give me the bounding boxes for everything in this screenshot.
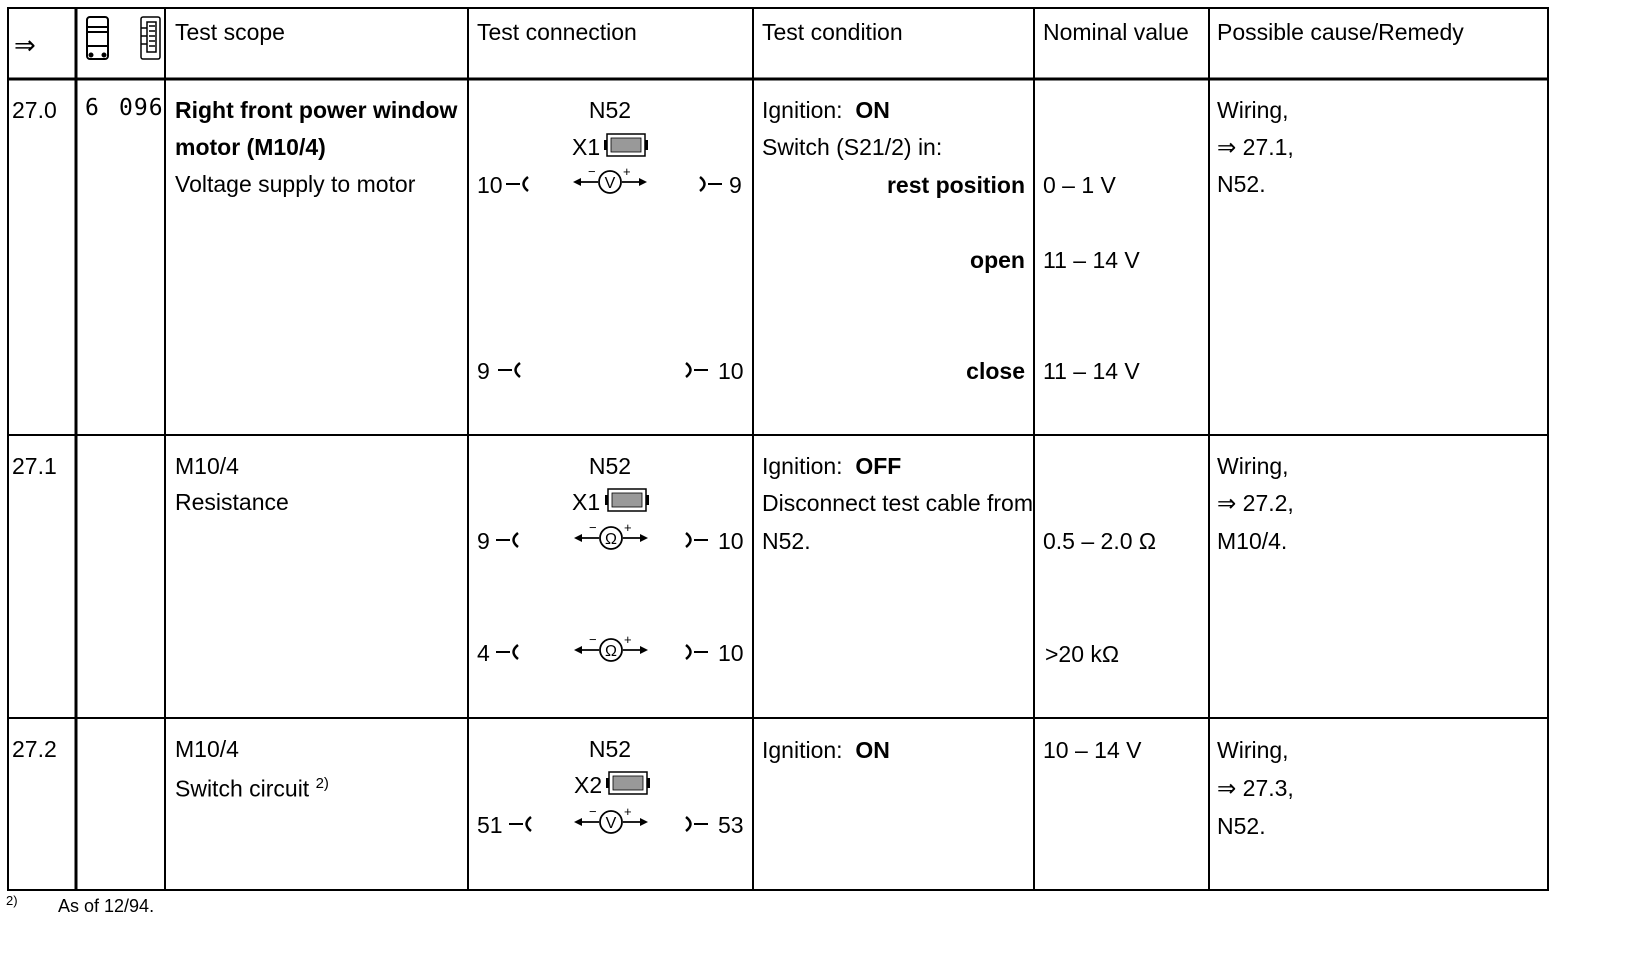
- probe-left-icon: [496, 645, 518, 659]
- plug-label: X1: [572, 489, 601, 515]
- meter-symbol: Ω: [605, 643, 617, 660]
- nominal-value: 0.5 – 2.0 Ω: [1043, 528, 1157, 554]
- condition-label: Ignition: OFF: [762, 453, 902, 479]
- scope-title: Right front power window: [175, 97, 458, 123]
- header-test-connection: Test connection: [477, 19, 637, 45]
- condition-label: Ignition: ON: [762, 97, 890, 123]
- remedy-text: Wiring,: [1217, 453, 1289, 479]
- step-number: 27.0: [12, 97, 57, 123]
- scope-title-line2: motor (M10/4): [175, 134, 326, 160]
- switch-position: rest position: [886, 172, 1025, 198]
- footnote-mark: 2): [6, 893, 18, 908]
- meter-symbol: Ω: [605, 531, 617, 548]
- header-arrow: ⇒: [14, 30, 36, 60]
- probe-right-icon: [686, 817, 708, 831]
- plug-connector-icon: [605, 489, 649, 511]
- condition-text: Disconnect test cable from: [762, 490, 1034, 516]
- footnote-text: As of 12/94.: [58, 896, 155, 916]
- pin-right: 10: [718, 640, 744, 666]
- condition-text: N52.: [762, 528, 811, 554]
- pin-left: 4: [477, 640, 490, 666]
- scope-title: M10/4: [175, 736, 239, 762]
- pin-left: 9: [477, 358, 490, 384]
- nominal-value: 11 – 14 V: [1043, 247, 1140, 273]
- header-test-scope: Test scope: [175, 19, 285, 45]
- remedy-text: ⇒ 27.3,: [1217, 775, 1294, 801]
- plug-label: X1: [572, 134, 601, 160]
- pin-left: 9: [477, 528, 490, 554]
- switch-position: open: [970, 247, 1025, 273]
- remedy-text: ⇒ 27.1,: [1217, 134, 1294, 160]
- header-nominal-value: Nominal value: [1043, 19, 1189, 45]
- condition-text: Switch (S21/2) in:: [762, 134, 943, 160]
- header-test-condition: Test condition: [762, 19, 903, 45]
- meter-symbol: V: [604, 175, 616, 192]
- pin-right: 9: [729, 172, 742, 198]
- pin-right: 10: [718, 528, 744, 554]
- pin-right: 53: [718, 812, 744, 838]
- probe-left-icon: [498, 363, 520, 377]
- nominal-value: 0 – 1 V: [1043, 172, 1116, 198]
- pin-right: 10: [718, 358, 744, 384]
- nominal-value: >20 kΩ: [1045, 641, 1120, 667]
- remedy-text: M10/4.: [1217, 528, 1288, 554]
- plug-connector-icon: [606, 772, 650, 794]
- probe-left-icon: [496, 533, 518, 547]
- probe-right-icon: [686, 533, 708, 547]
- scope-subtitle: Voltage supply to motor: [175, 171, 416, 197]
- plug-connector-icon: [604, 134, 648, 156]
- pin-left: 10: [477, 172, 503, 198]
- condition-label: Ignition: ON: [762, 737, 890, 763]
- nominal-value: 11 – 14 V: [1043, 358, 1140, 384]
- plug-label: X2: [574, 772, 603, 798]
- header-remedy: Possible cause/Remedy: [1217, 19, 1464, 45]
- tester-code-b: 096: [119, 95, 164, 121]
- remedy-text: N52.: [1217, 813, 1266, 839]
- pin-left: 51: [477, 812, 503, 838]
- tester-code-a: 6: [85, 95, 100, 121]
- step-number: 27.1: [12, 453, 57, 479]
- probe-right-icon: [686, 363, 708, 377]
- scope-title: M10/4: [175, 453, 239, 479]
- scope-subtitle: Resistance: [175, 489, 289, 515]
- meter-symbol: V: [605, 815, 617, 832]
- probe-left-icon: [509, 817, 531, 831]
- nominal-value: 10 – 14 V: [1043, 737, 1142, 763]
- remedy-text: Wiring,: [1217, 737, 1289, 763]
- remedy-text: N52.: [1217, 171, 1266, 197]
- probe-right-icon: [700, 177, 722, 191]
- connector-label: N52: [588, 736, 632, 762]
- probe-left-icon: [506, 177, 528, 191]
- remedy-text: Wiring,: [1217, 97, 1289, 123]
- step-number: 27.2: [12, 736, 57, 762]
- connector-label: N52: [588, 453, 632, 479]
- scope-subtitle: Switch circuit $^{2)}$: [175, 775, 329, 802]
- switch-position: close: [966, 358, 1025, 384]
- connector-label: N52: [588, 97, 632, 123]
- remedy-text: ⇒ 27.2,: [1217, 490, 1294, 516]
- probe-right-icon: [686, 645, 708, 659]
